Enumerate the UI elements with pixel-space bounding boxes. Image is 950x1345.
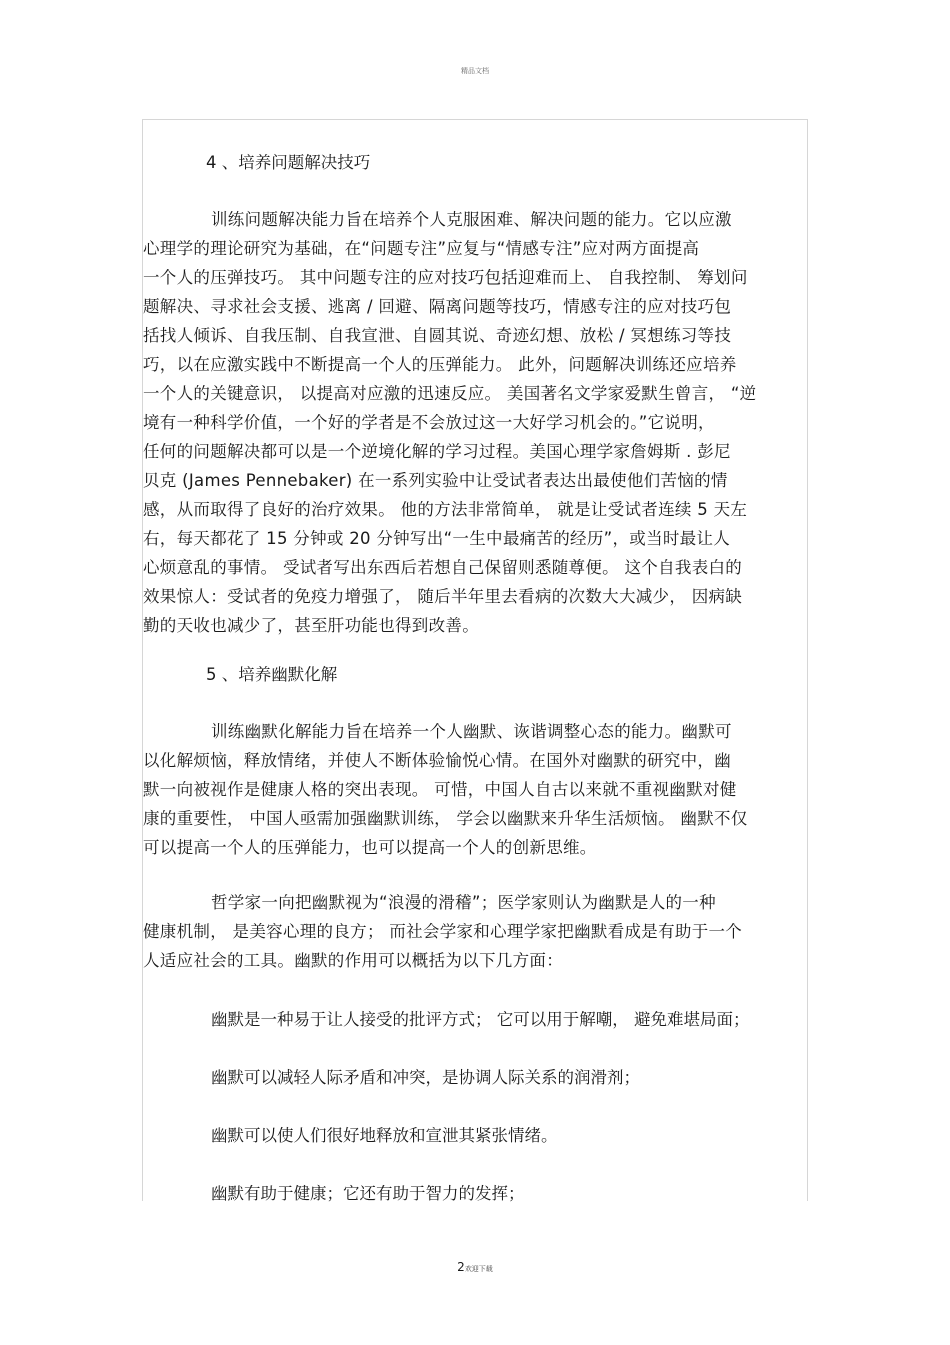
paragraph-line: 一个人的压弹技巧。 其中问题专注的应对技巧包括迎难而上、 自我控制、 筹划问: [143, 268, 748, 287]
paragraph-line: 心理学的理论研究为基础，在“问题专注”应复与“情感专注”应对两方面提高: [143, 239, 700, 258]
paragraph-line: 任何的问题解决都可以是一个逆境化解的学习过程。美国心理学家詹姆斯 . 彭尼: [143, 442, 731, 461]
paragraph-line: 右，每天都花了 15 分钟或 20 分钟写出“一生中最痛苦的经历”，或当时最让人: [143, 529, 731, 548]
paragraph-line: 感，从而取得了良好的治疗效果。 他的方法非常简单， 就是让受试者连续 5 天左: [143, 500, 748, 519]
footer-note: 欢迎下载: [464, 1265, 493, 1273]
section-5-paragraph-2: [143, 888, 811, 975]
humor-point: 幽默有助于健康；它还有助于智力的发挥；: [211, 1184, 525, 1203]
section-5-heading: 5 、培养幽默化解: [206, 665, 338, 684]
humor-point: 幽默可以使人们很好地释放和宣泄其紧张情绪。: [211, 1126, 558, 1145]
paragraph-line: 康的重要性， 中国人亟需加强幽默训练， 学会以幽默来升华生活烦恼。 幽默不仅: [143, 809, 748, 828]
paragraph-line: 括找人倾诉、自我压制、自我宣泄、自圆其说、奇迹幻想、放松 / 冥想练习等技: [143, 326, 732, 345]
page-footer: [0, 1260, 950, 1274]
paragraph-line: 训练幽默化解能力旨在培养一个人幽默、诙谐调整心态的能力。幽默可: [211, 722, 732, 741]
paragraph-line: 健康机制， 是美容心理的良方； 而社会学家和心理学家把幽默看成是有助于一个: [143, 922, 743, 941]
paragraph-line: 境有一种科学价值，一个好的学者是不会放过这一大好学习机会的。”它说明，: [143, 413, 715, 432]
paragraph-line: 题解决、寻求社会支援、逃离 / 回避、隔离问题等技巧，情感专注的应对技巧包: [143, 297, 732, 316]
section-4-paragraph: [143, 205, 811, 640]
section-5-paragraph-1: [143, 717, 811, 862]
paragraph-line: 可以提高一个人的压弹能力，也可以提高一个人的创新思维。: [143, 838, 597, 857]
paragraph-line: 心烦意乱的事情。 受试者写出东西后若想自己保留则悉随尊便。 这个自我表白的: [143, 558, 743, 577]
humor-point: 幽默可以减轻人际矛盾和冲突，是协调人际关系的润滑剂；: [211, 1068, 640, 1087]
paragraph-line: 以化解烦恼，释放情绪，并使人不断体验愉悦心情。在国外对幽默的研究中，幽: [143, 751, 731, 770]
paragraph-line: 一个人的关键意识， 以提高对应激的迅速反应。 美国著名文学家爱默生曾言， “逆: [143, 384, 757, 403]
paragraph-line: 哲学家一向把幽默视为“浪漫的滑稽”；医学家则认为幽默是人的一种: [211, 893, 716, 912]
header-note: 精品文档: [461, 67, 489, 75]
paragraph-line: 默一向被视作是健康人格的突出表现。 可惜，中国人自古以来就不重视幽默对健: [143, 780, 737, 799]
paragraph-line: 训练问题解决能力旨在培养个人克服困难、解决问题的能力。它以应激: [211, 210, 732, 229]
paragraph-line: 贝克 (James Pennebaker) 在一系列实验中让受试者表达出最使他们苦恼的情: [143, 471, 728, 490]
paragraph-line: 效果惊人：受试者的免疫力增强了， 随后半年里去看病的次数大大减少， 因病缺: [143, 587, 743, 606]
paragraph-line: 人适应社会的工具。幽默的作用可以概括为以下几方面：: [143, 951, 563, 970]
page-number: 2: [457, 1260, 465, 1274]
paragraph-line: 勤的天收也减少了，甚至肝功能也得到改善。: [143, 616, 479, 635]
paragraph-line: 巧，以在应激实践中不断提高一个人的压弹能力。 此外，问题解决训练还应培养: [143, 355, 737, 374]
section-4-heading: 4 、培养问题解决技巧: [206, 153, 371, 172]
humor-point: 幽默是一种易于让人接受的批评方式； 它可以用于解嘲， 避免难堪局面；: [211, 1010, 750, 1029]
